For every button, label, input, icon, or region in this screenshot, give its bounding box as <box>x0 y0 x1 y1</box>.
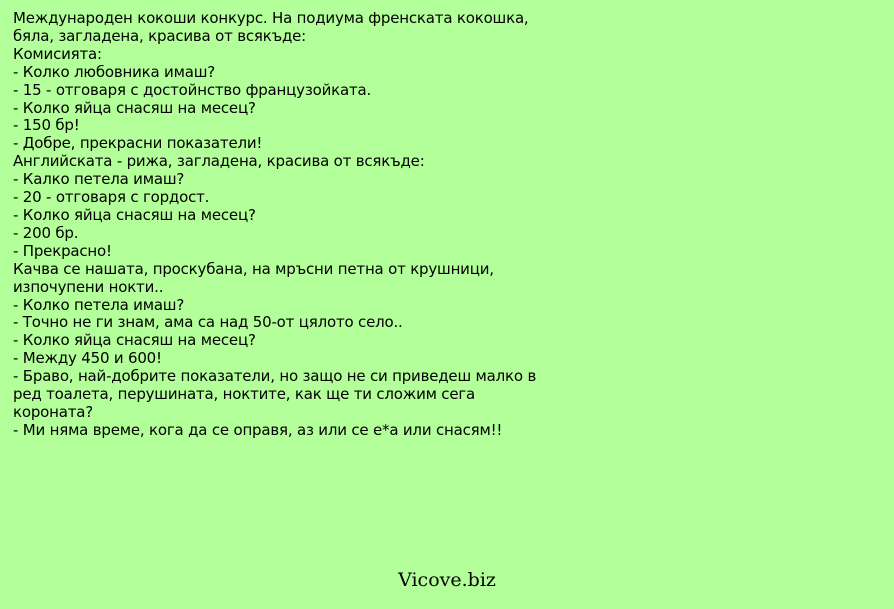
joke-line: - Ми няма време, кога да се оправя, аз или се е*а или снасям!! <box>13 420 503 439</box>
joke-line: - Калко петела имаш? <box>13 170 185 189</box>
joke-line: Международен кокоши конкурс. На подиума френската кокошка, <box>13 9 529 27</box>
joke-line: короната? <box>13 402 94 421</box>
joke-line: - Точно не ги знам, ама са над 50-от цялото село.. <box>13 313 403 332</box>
joke-line: - Колко петела имаш? <box>13 295 185 314</box>
site-watermark: Vicove.biz <box>398 569 496 591</box>
joke-line: - Колко яйца снасяш на месец? <box>13 98 256 117</box>
joke-line: Комисията: <box>13 44 102 63</box>
joke-line: - 150 бр! <box>13 116 80 135</box>
joke-line: Качва се нашата, проскубана, на мръсни петна от крушници, <box>13 259 494 278</box>
joke-text <box>13 10 583 440</box>
joke-line: - Прекрасно! <box>13 241 112 260</box>
joke-line: - 20 - отговаря с гордост. <box>13 188 210 207</box>
joke-line: ред тоалета, перушината, ноктите, как ще ти сложим сега <box>13 385 476 404</box>
joke-line: - Браво, най-добрите показатели, но защо не си приведеш малко в <box>13 367 537 386</box>
joke-line: - Между 450 и 600! <box>13 349 162 368</box>
joke-line: изпочупени нокти.. <box>13 277 164 296</box>
joke-line: - Добре, прекрасни показатели! <box>13 134 263 153</box>
joke-line: - Колко любовника имаш? <box>13 62 216 81</box>
joke-line: - Колко яйца снасяш на месец? <box>13 205 256 224</box>
joke-line: Английската - рижа, загладена, красива от всякъде: <box>13 152 425 171</box>
joke-line: - 15 - отговаря с достойнство французойката. <box>13 80 372 99</box>
joke-line: - 200 бр. <box>13 223 79 242</box>
joke-line: бяла, загладена, красива от всякъде: <box>13 26 307 45</box>
joke-line: - Колко яйца снасяш на месец? <box>13 331 256 350</box>
